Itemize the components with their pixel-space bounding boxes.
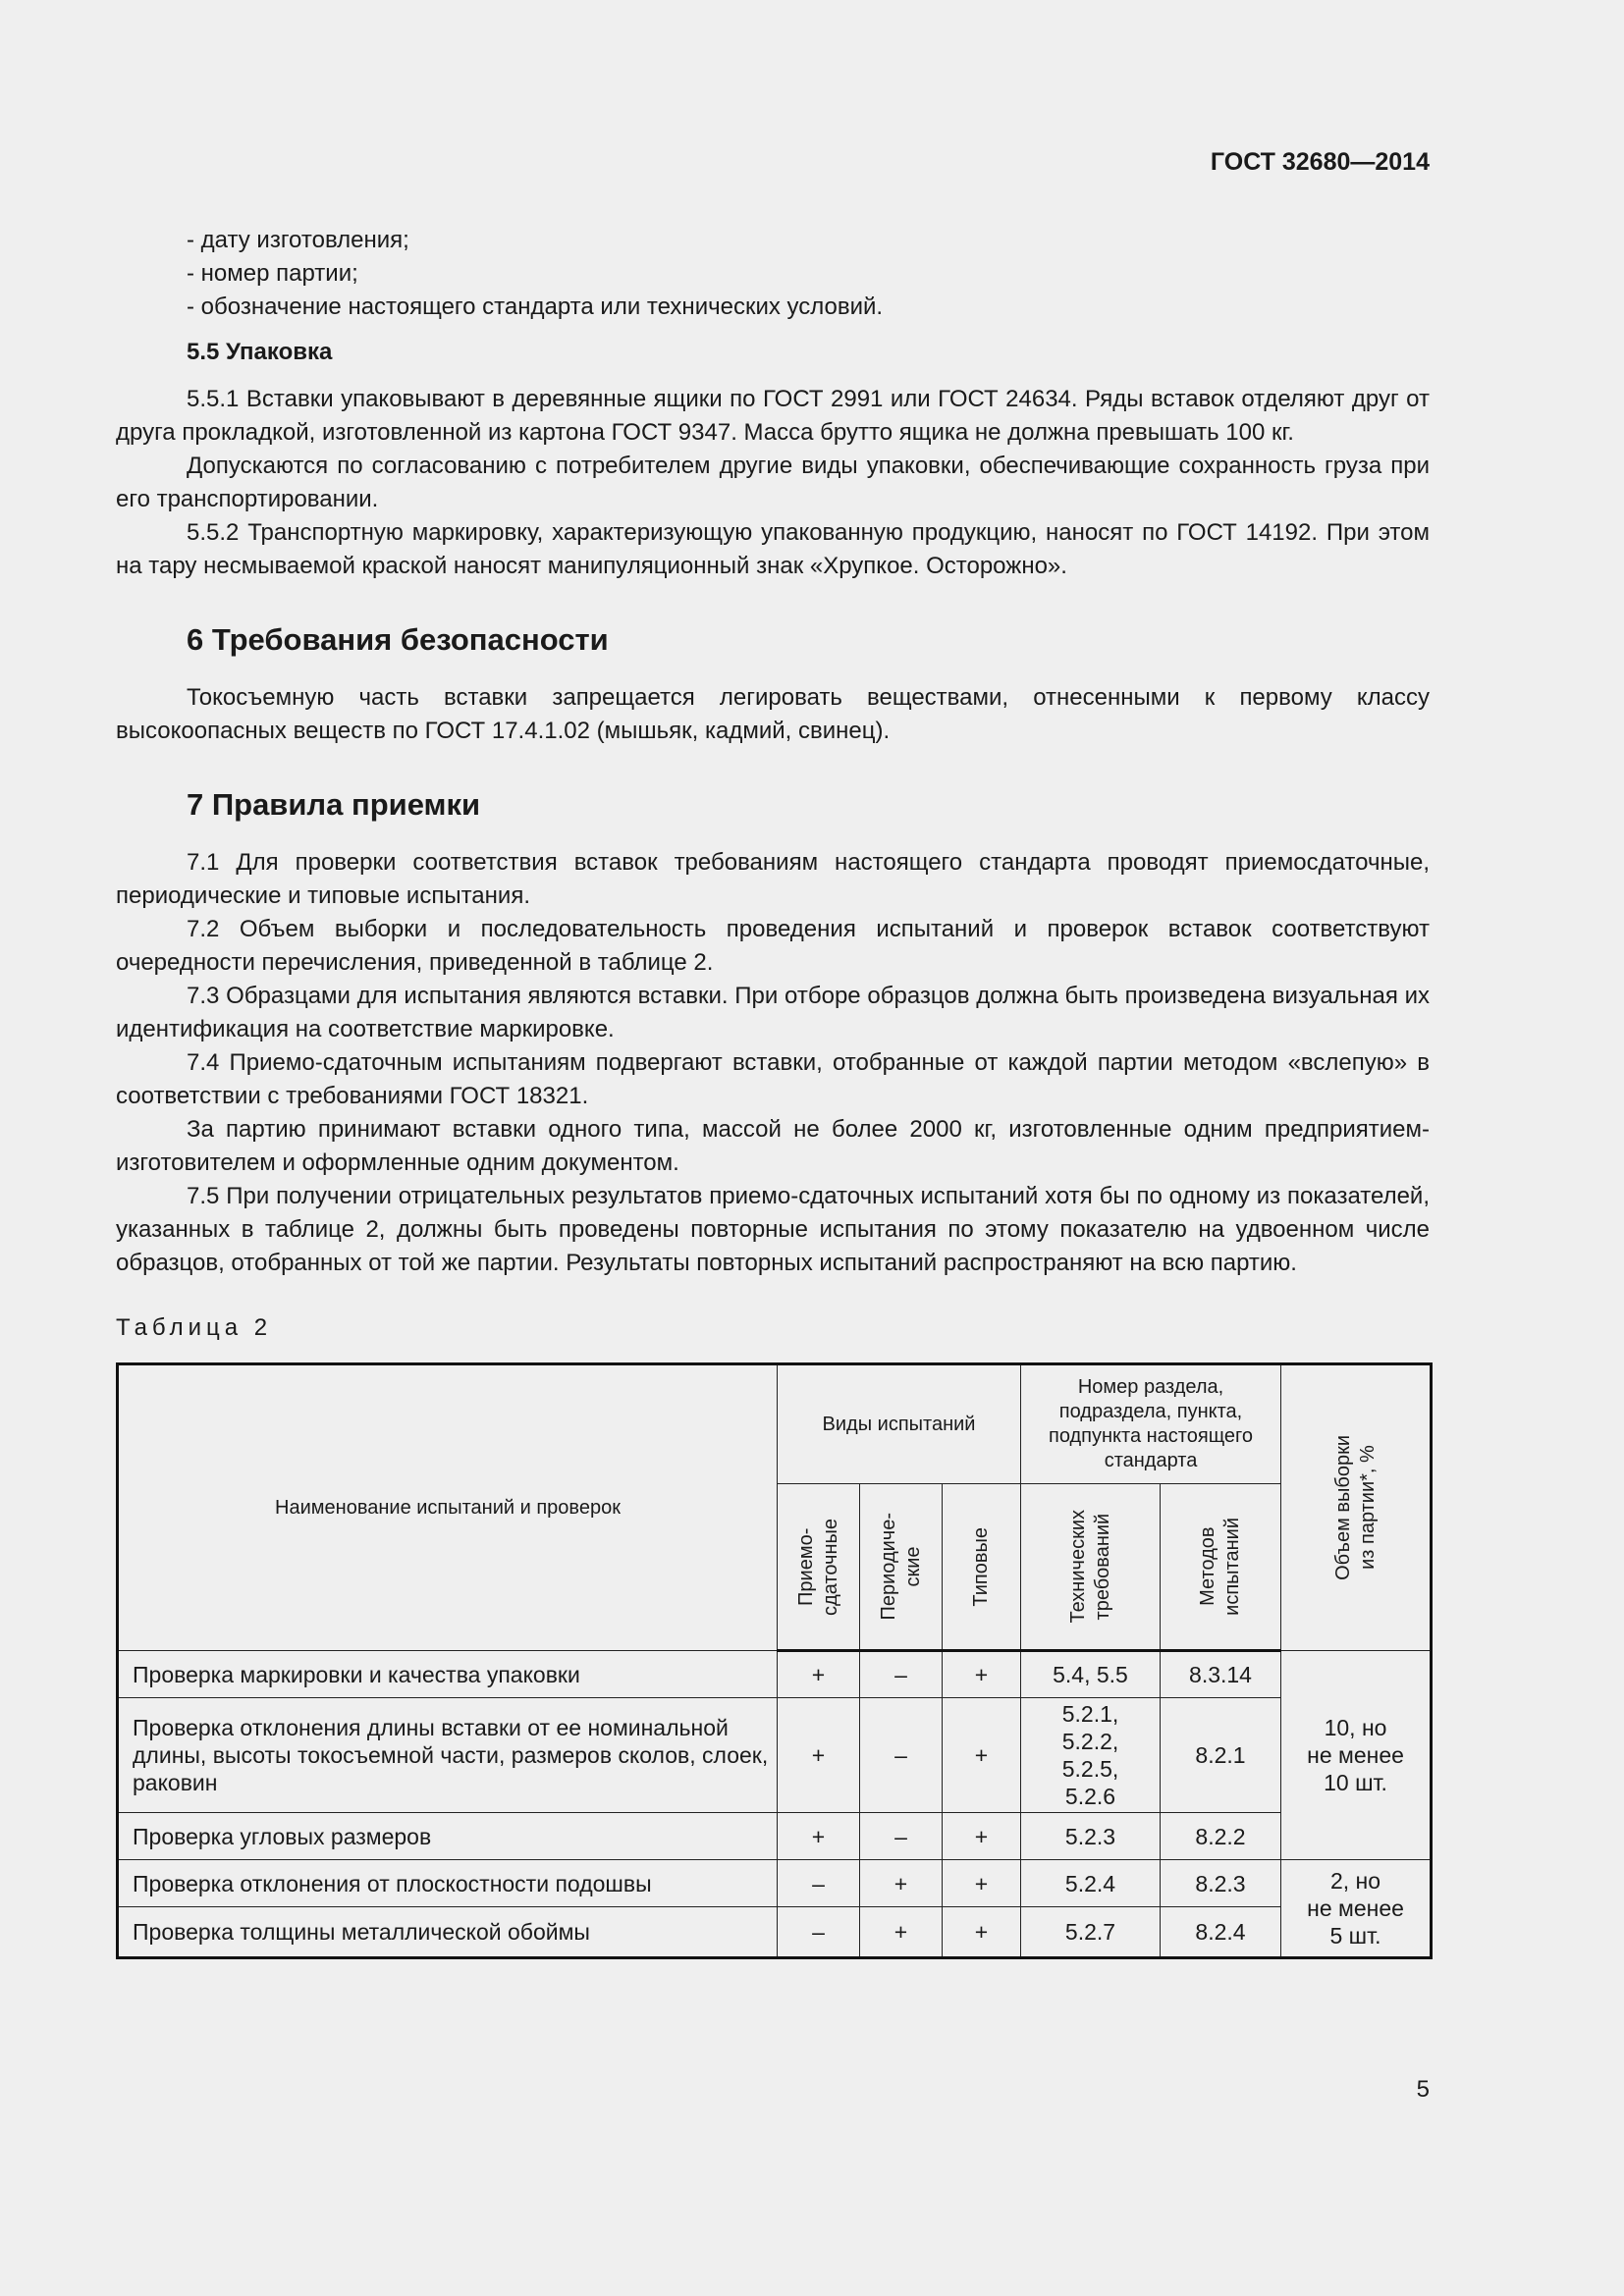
header-test-types: Виды испытаний xyxy=(778,1364,1021,1484)
table-row xyxy=(118,1907,1432,1958)
cell-sample-size: 2, но не менее 5 шт. xyxy=(1281,1860,1432,1958)
cell-acceptance: + xyxy=(778,1698,860,1813)
cell-acceptance: + xyxy=(778,1813,860,1860)
cell-tech-requirements: 5.2.3 xyxy=(1021,1813,1161,1860)
cell-sample-size: 10, но не менее 10 шт. xyxy=(1281,1651,1432,1860)
header-acceptance: Приемо- сдаточные xyxy=(778,1484,860,1651)
header-sample-size: Объем выборки из партии*, % xyxy=(1281,1364,1432,1651)
list-item: - дату изготовления; xyxy=(187,227,409,253)
header-periodic: Периодиче- ские xyxy=(860,1484,943,1651)
page-content xyxy=(116,224,1430,1959)
paragraph: 7.5 При получении отрицательных результатов приемо-сдаточных испытаний хотя бы по одному из показателей, указанных в таблице 2, должны быть проведены повторные испытания по этому показателю на удвоенном числе образцов, отобранных от той же партии. Результаты повторных испытаний распространяют на всю партию. xyxy=(116,1183,1430,1276)
table-row xyxy=(118,1813,1432,1860)
header-type-tests: Типовые xyxy=(943,1484,1021,1651)
section-heading-6: 6 Требования безопасности xyxy=(187,622,609,657)
table-caption: Таблица 2 xyxy=(116,1314,273,1341)
cell-periodic: – xyxy=(860,1698,943,1813)
table-row xyxy=(118,1860,1432,1907)
list-item: - номер партии; xyxy=(187,260,358,287)
cell-tech-requirements: 5.4, 5.5 xyxy=(1021,1651,1161,1698)
cell-periodic: + xyxy=(860,1860,943,1907)
cell-type: + xyxy=(943,1860,1021,1907)
cell-test-methods: 8.2.3 xyxy=(1161,1860,1281,1907)
header-tech-requirements: Технических требований xyxy=(1021,1484,1161,1651)
row-name: Проверка маркировки и качества упаковки xyxy=(118,1651,778,1698)
paragraph: Токосъемную часть вставки запрещается легировать веществами, отнесенными к первому классу высокоопасных веществ по ГОСТ 17.4.1.02 (мышьяк, кадмий, свинец). xyxy=(116,684,1430,744)
cell-acceptance: + xyxy=(778,1651,860,1698)
row-name: Проверка отклонения длины вставки от ее номинальной длины, высоты токосъемной части, размеров сколов, слоек, раковин xyxy=(118,1698,778,1813)
cell-test-methods: 8.2.2 xyxy=(1161,1813,1281,1860)
paragraph: Допускаются по согласованию с потребителем другие виды упаковки, обеспечивающие сохранность груза при его транспортировании. xyxy=(116,453,1430,512)
paragraph: 5.5.1 Вставки упаковывают в деревянные ящики по ГОСТ 2991 или ГОСТ 24634. Ряды вставок отделяют друг от друга прокладкой, изготовленной из картона ГОСТ 9347. Масса брутто ящика не должна превышать 100 кг. xyxy=(116,386,1430,446)
cell-acceptance: – xyxy=(778,1860,860,1907)
paragraph: 5.5.2 Транспортную маркировку, характеризующую упакованную продукцию, наносят по ГОСТ 14192. При этом на тару несмываемой краской наносят манипуляционный знак «Хрупкое. Осторожно». xyxy=(116,519,1430,579)
header-test-methods: Методов испытаний xyxy=(1161,1484,1281,1651)
paragraph: 7.1 Для проверки соответствия вставок требованиям настоящего стандарта проводят приемосдаточные, периодические и типовые испытания. xyxy=(116,849,1430,909)
cell-tech-requirements: 5.2.4 xyxy=(1021,1860,1161,1907)
paragraph: За партию принимают вставки одного типа, массой не более 2000 кг, изготовленные одним предприятием-изготовителем и оформленные одним документом. xyxy=(116,1116,1430,1176)
header-section-number: Номер раздела, подраздела, пункта, подпункта настоящего стандарта xyxy=(1021,1364,1281,1484)
row-name: Проверка отклонения от плоскостности подошвы xyxy=(118,1860,778,1907)
cell-periodic: – xyxy=(860,1813,943,1860)
paragraph: 7.4 Приемо-сдаточным испытаниям подвергают вставки, отобранные от каждой партии методом «вслепую» в соответствии с требованиями ГОСТ 18321. xyxy=(116,1049,1430,1109)
subsection-heading-5-5: 5.5 Упаковка xyxy=(187,339,333,365)
row-name: Проверка толщины металлической обоймы xyxy=(118,1907,778,1958)
cell-type: + xyxy=(943,1907,1021,1958)
paragraph: 7.3 Образцами для испытания являются вставки. При отборе образцов должна быть произведена визуальная их идентификация на соответствие маркировке. xyxy=(116,983,1430,1042)
cell-test-methods: 8.2.4 xyxy=(1161,1907,1281,1958)
cell-type: + xyxy=(943,1698,1021,1813)
cell-acceptance: – xyxy=(778,1907,860,1958)
list-item: - обозначение настоящего стандарта или технических условий. xyxy=(187,294,884,320)
cell-type: + xyxy=(943,1651,1021,1698)
cell-test-methods: 8.2.1 xyxy=(1161,1698,1281,1813)
table-row xyxy=(118,1698,1432,1813)
cell-periodic: – xyxy=(860,1651,943,1698)
table-row xyxy=(118,1651,1432,1698)
cell-test-methods: 8.3.14 xyxy=(1161,1651,1281,1698)
row-name: Проверка угловых размеров xyxy=(118,1813,778,1860)
cell-periodic: + xyxy=(860,1907,943,1958)
paragraph: 7.2 Объем выборки и последовательность проведения испытаний и проверок вставок соответствуют очередности перечисления, приведенной в таблице 2. xyxy=(116,916,1430,976)
header-test-name: Наименование испытаний и проверок xyxy=(118,1364,778,1651)
table-2 xyxy=(116,1362,1433,1959)
cell-type: + xyxy=(943,1813,1021,1860)
cell-tech-requirements: 5.2.7 xyxy=(1021,1907,1161,1958)
cell-tech-requirements: 5.2.1, 5.2.2, 5.2.5, 5.2.6 xyxy=(1021,1698,1161,1813)
page-number: 5 xyxy=(1416,2076,1430,2103)
standard-code-header: ГОСТ 32680—2014 xyxy=(1210,148,1430,176)
section-heading-7: 7 Правила приемки xyxy=(187,787,481,822)
